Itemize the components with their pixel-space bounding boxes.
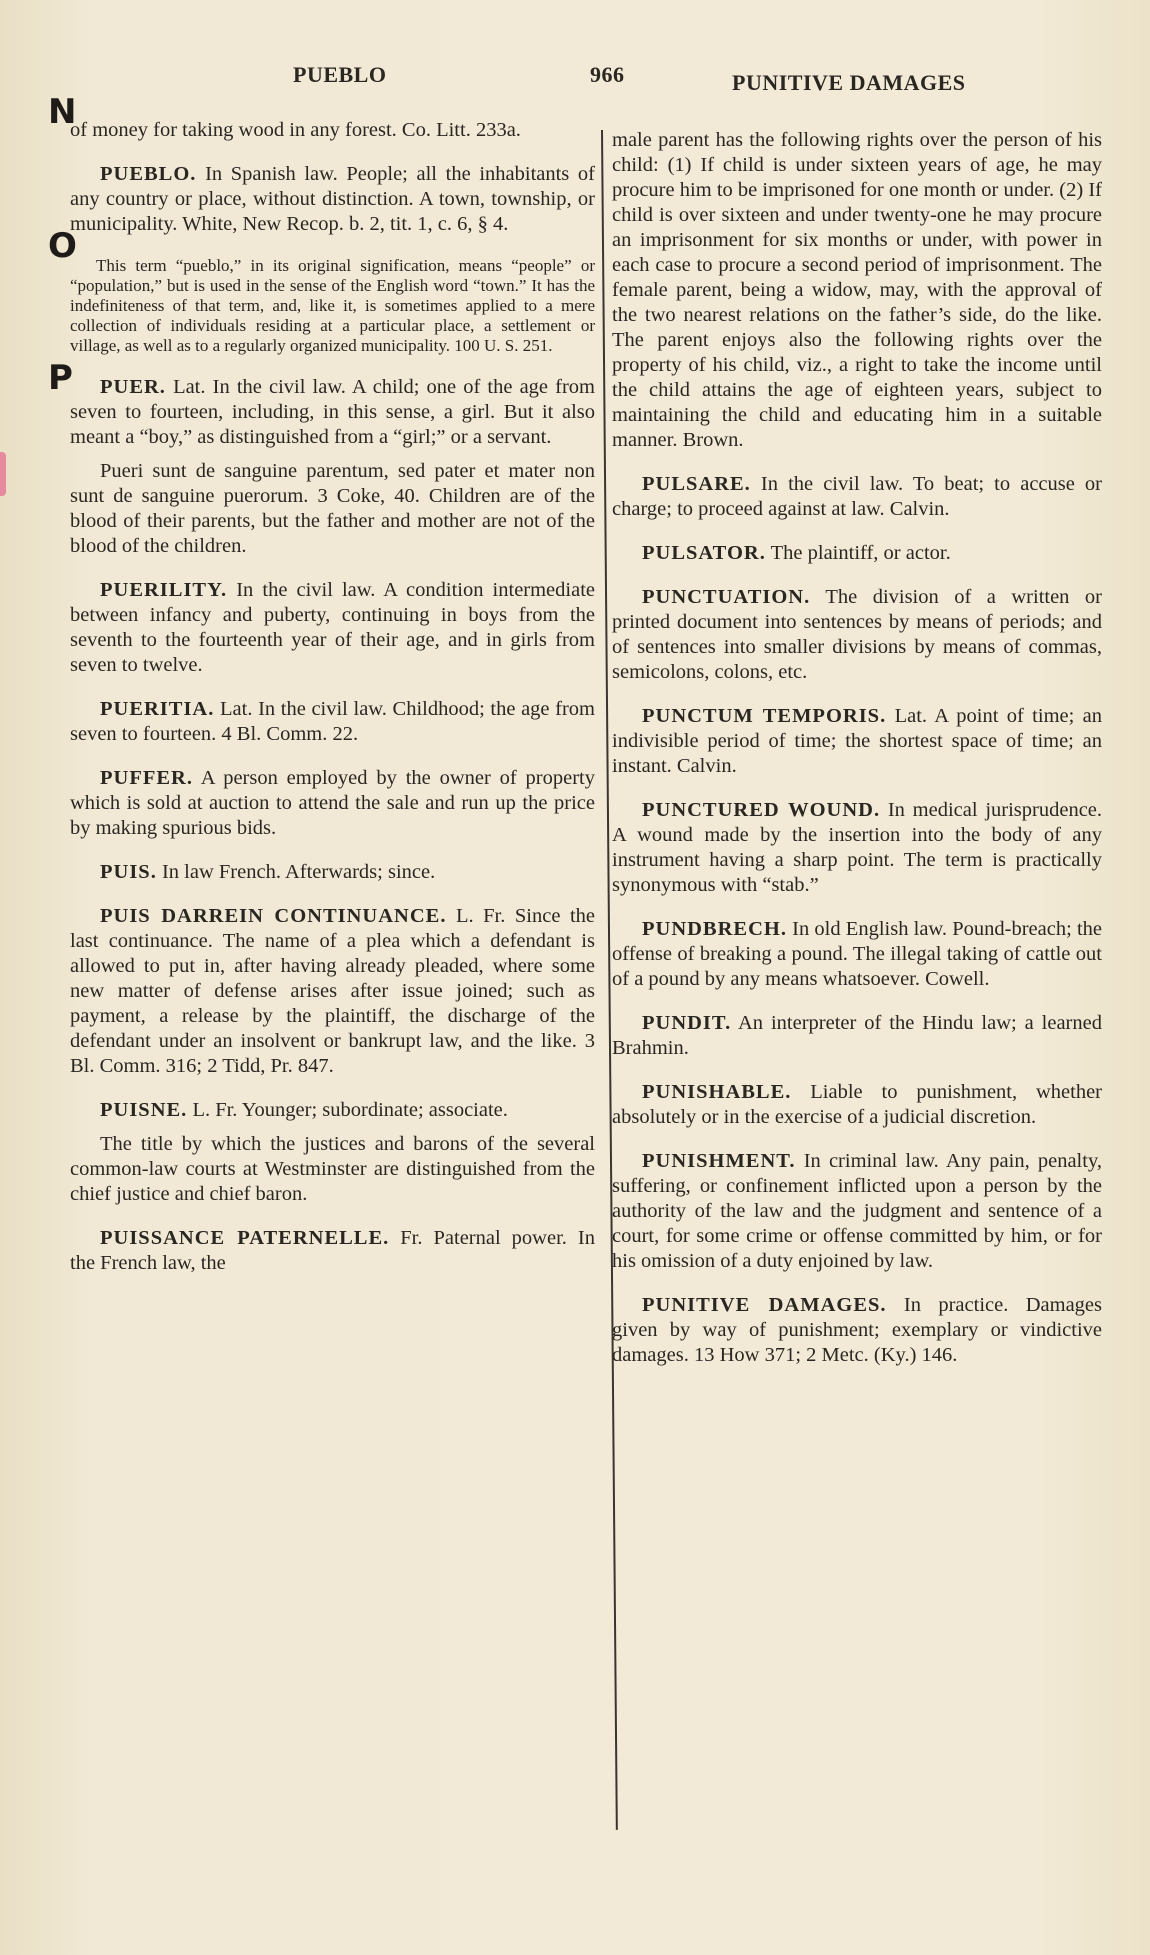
- headword: PUIS.: [100, 861, 157, 883]
- entry-pundit: [612, 1011, 1102, 1061]
- thumb-index-letter-n: N: [48, 92, 77, 132]
- headword: PULSATOR.: [642, 542, 766, 564]
- definition: Fr. Paternal power. In the French law, the: [70, 1227, 595, 1274]
- entry-punctum-temporis: [612, 704, 1102, 779]
- entry-pueblo: [70, 162, 595, 237]
- headword: PUNCTUM TEMPORIS.: [642, 705, 887, 727]
- headword: PUNCTUATION.: [642, 586, 811, 608]
- headword: PUER.: [100, 376, 166, 398]
- definition: The division of a written or printed document into sentences by means of periods; and of sentences into smaller divisions by means of commas, semicolons, colons, etc.: [612, 586, 1102, 683]
- entry-punctuation: [612, 585, 1102, 685]
- definition: In criminal law. Any pain, penalty, suffering, or confinement inflicted upon a person by the authority of the law and the judgment and sentence of a court, for some crime or offense committed by him, or for his omission of a duty enjoined by law.: [612, 1150, 1102, 1272]
- entry-puffer: [70, 766, 595, 841]
- definition: In the civil law. To beat; to accuse or charge; to proceed against at law. Calvin.: [612, 473, 1103, 520]
- definition: An interpreter of the Hindu law; a learned Brahmin.: [612, 1012, 1102, 1059]
- headword: PUNDIT.: [642, 1012, 732, 1034]
- entry-maxim: Pueri sunt de sanguine parentum, sed pater et mater non sunt de sanguine puerorum. 3 Coke, 40. Children are of the blood of their parents, but the father and mother are not of the blood of the children.: [70, 460, 595, 557]
- definition: In Spanish law. People; all the inhabitants of any country or place, without distinction. A town, township, or municipality. White, New Recop. b. 2, tit. 1, c. 6, § 4.: [70, 163, 595, 235]
- definition: Lat. A point of time; an indivisible period of time; the shortest space of time; an instant. Calvin.: [612, 705, 1103, 777]
- entry-puisne: [70, 1098, 595, 1123]
- entry-pulsator: [612, 541, 1102, 566]
- headword: PUIS DARREIN CONTINUANCE.: [100, 905, 447, 927]
- entry-puissance-paternelle: [70, 1226, 595, 1276]
- carryover-text: of money for taking wood in any forest. Co. Litt. 233a.: [70, 119, 521, 141]
- carryover-text: male parent has the following rights over the person of his child: (1) If child is under sixteen years of age, he may procure him to be imprisoned for one month or under. (2) If child is over sixteen and under twenty-one he may procure an imprisonment for six months or under, with power in each case to procure a second period of imprisonment. The female parent, being a widow, may, with the approval of the two nearest relations on the father’s side, do the like. The parent enjoys also the following rights over the property of his child, viz., a right to take the income until the child attains the age of eighteen years, subject to maintaining the child and educating him in a suitable manner. Brown.: [612, 129, 1102, 451]
- headword: PUNDBRECH.: [642, 918, 787, 940]
- right-running-head: PUNITIVE DAMAGES: [732, 70, 966, 95]
- headword: PUNISHMENT.: [642, 1150, 796, 1172]
- left-column: [70, 118, 595, 1295]
- headword: PUNITIVE DAMAGES.: [642, 1294, 887, 1316]
- thumb-index-letter-p: P: [48, 358, 73, 398]
- entry-punitive-damages: [612, 1293, 1102, 1368]
- definition: L. Fr. Since the last continuance. The name of a plea which a defendant is allowed to put in, after having already pleaded, where some new matter of defense arises after issue joined; such as payment, a release by the plaintiff, the discharge of the defendant under an insolvent or bankrupt law, and the like. 3 Bl. Comm. 316; 2 Tidd, Pr. 847.: [70, 905, 596, 1077]
- page-header: [0, 62, 1150, 102]
- definition: Lat. In the civil law. Childhood; the age from seven to fourteen. 4 Bl. Comm. 22.: [70, 698, 595, 745]
- headword: PUISNE.: [100, 1099, 188, 1121]
- entry-note: This term “pueblo,” in its original signification, means “people” or “population,” but is used in the sense of the English word “town.” It has the indefiniteness of that term, and, like it, is sometimes applied to a mere collection of individuals residing at a particular place, a settlement or village, as well as to a regularly organized municipality. 100 U. S. 251.: [70, 256, 595, 355]
- headword: PUNCTURED WOUND.: [642, 799, 881, 821]
- headword: PUFFER.: [100, 767, 193, 789]
- definition: In the civil law. A condition intermediate between infancy and puberty, continuing in boys from the seventh to the fourteenth year of their age, and in girls from seven to twelve.: [70, 579, 595, 676]
- entry-punishment: [612, 1149, 1102, 1274]
- definition: A person employed by the owner of property which is sold at auction to attend the sale and run up the price by making spurious bids.: [70, 767, 595, 839]
- headword: PUEBLO.: [100, 163, 197, 185]
- headword: PUISSANCE PATERNELLE.: [100, 1227, 390, 1249]
- definition: The plaintiff, or actor.: [770, 542, 951, 564]
- headword: PULSARE.: [642, 473, 751, 495]
- entry-puer: [70, 375, 595, 450]
- entry-punctured-wound: [612, 798, 1102, 898]
- entry-puis-darrein-continuance: [70, 904, 595, 1079]
- entry-pueritia: [70, 697, 595, 747]
- page-edge-tab: [0, 452, 6, 496]
- headword: PUERITIA.: [100, 698, 215, 720]
- definition: In old English law. Pound-breach; the offense of breaking a pound. The illegal taking of cattle out of a pound by any means whatsoever. Cowell.: [612, 918, 1102, 990]
- entry-puis: [70, 860, 595, 885]
- headword: PUNISHABLE.: [642, 1081, 792, 1103]
- thumb-index-letter-o: O: [48, 226, 77, 266]
- entry-explanation: The title by which the justices and barons of the several common-law courts at Westminster are distinguished from the chief justice and chief baron.: [70, 1133, 595, 1205]
- entry-pundbrech: [612, 917, 1102, 992]
- page-number: 966: [590, 62, 625, 87]
- definition: In practice. Damages given by way of punishment; exemplary or vindictive damages. 13 How 371; 2 Metc. (Ky.) 146.: [612, 1294, 1102, 1366]
- definition: Liable to punishment, whether absolutely or in the exercise of a judicial discretion.: [612, 1081, 1103, 1128]
- definition: Lat. In the civil law. A child; one of the age from seven to fourteen, including, in this sense, a girl. But it also meant a “boy,” as distinguished from a “girl;” or a servant.: [70, 376, 596, 448]
- definition: In medical jurisprudence. A wound made by the insertion into the body of any instrument having a sharp point. The term is practically synonymous with “stab.”: [612, 799, 1103, 896]
- definition: In law French. Afterwards; since.: [161, 861, 436, 883]
- right-column: [612, 128, 1102, 1387]
- entry-puerility: [70, 578, 595, 678]
- entry-pulsare: [612, 472, 1102, 522]
- entry-punishable: [612, 1080, 1102, 1130]
- headword: PUERILITY.: [100, 579, 228, 601]
- left-running-head: PUEBLO: [293, 62, 387, 87]
- definition: L. Fr. Younger; subordinate; associate.: [192, 1099, 508, 1121]
